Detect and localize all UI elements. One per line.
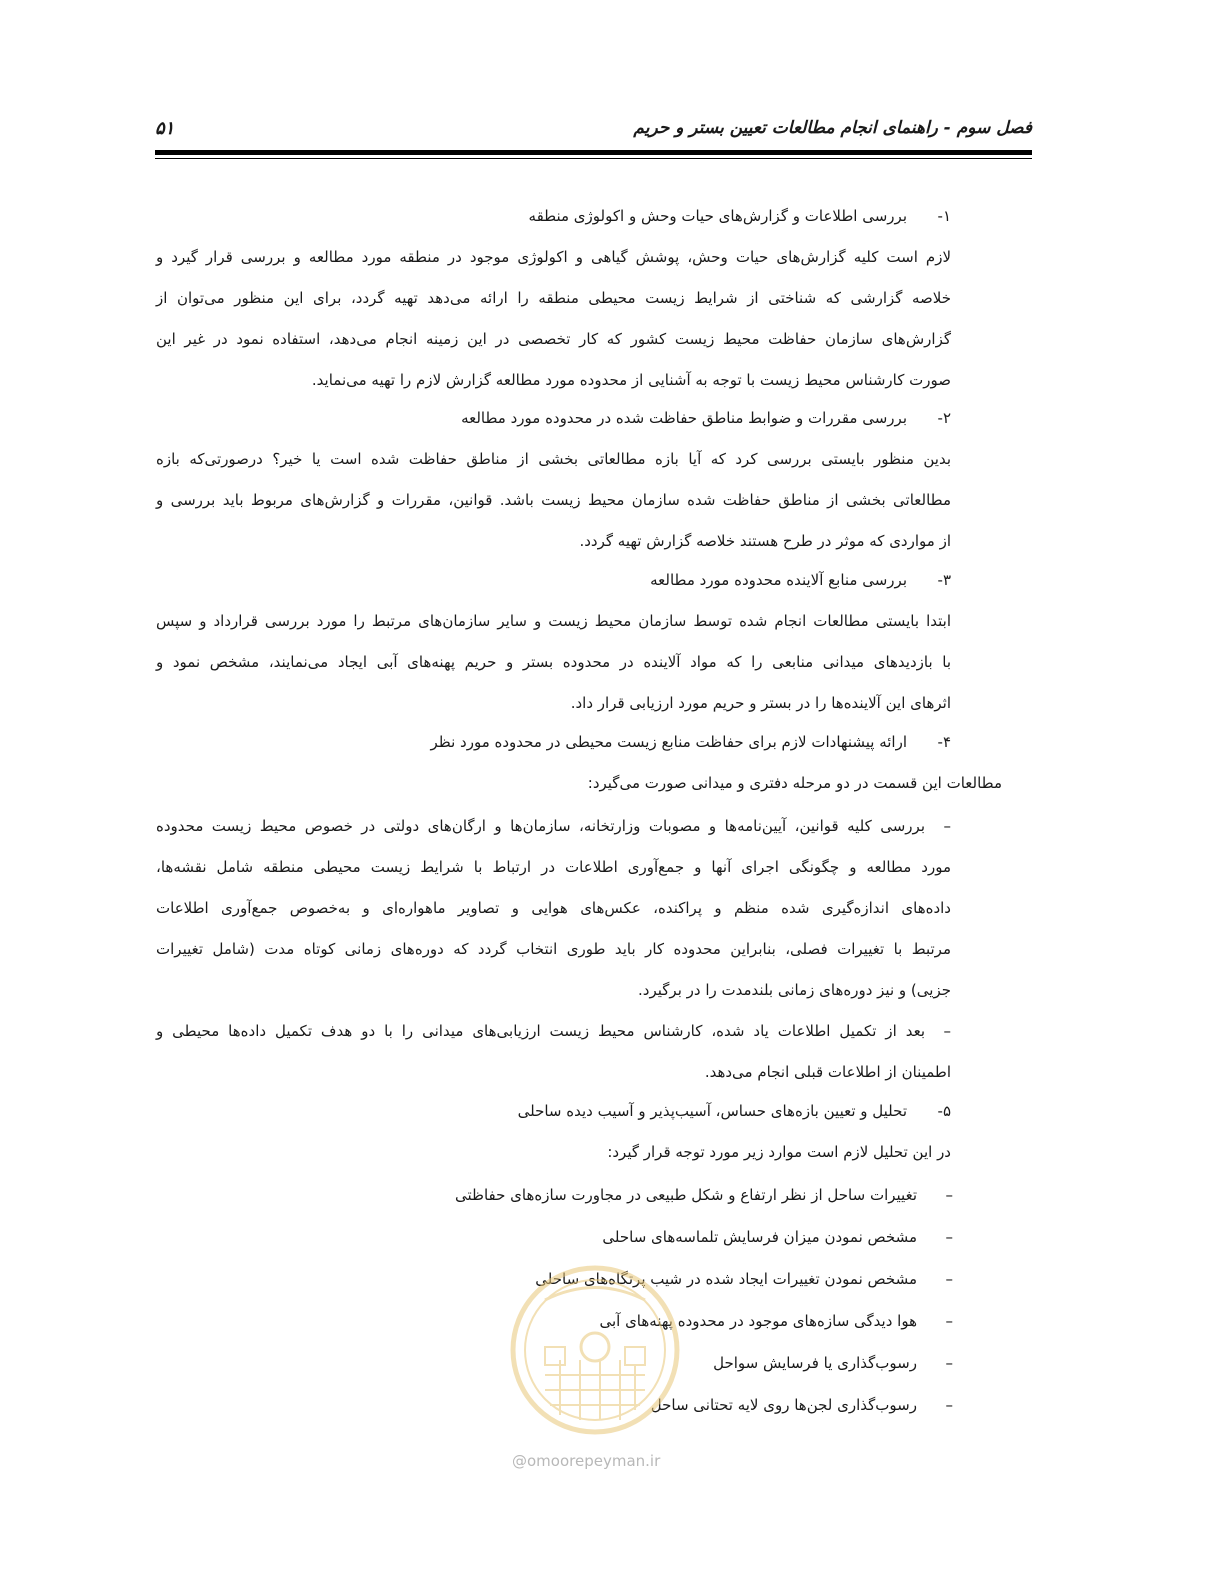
section-number: ۲- (937, 409, 951, 427)
paragraph-line: از مواردی که موثر در طرح هستند خلاصه گزارش تهیه گردد. (579, 532, 951, 550)
intro-line: مطالعات این قسمت در دو مرحله دفتری و میدانی صورت می‌گیرد: (587, 774, 1002, 792)
paragraph-line: ابتدا بایستی مطالعات انجام شده توسط سازمان محیط زیست و سایر سازمان‌های مرتبط را مورد بررسی قرارداد و سپس (156, 612, 951, 630)
paragraph-line: مورد مطالعه و چگونگی اجرای آنها و جمع‌آوری اطلاعات در ارتباط با شرایط زیست محیطی منطقه شامل نقشه‌ها، (156, 858, 951, 876)
list-item-text: رسوب‌گذاری لجن‌ها روی لایه تحتانی ساحل (650, 1396, 917, 1414)
section-title: بررسی مقررات و ضوابط مناطق حفاظت شده در محدوده مورد مطالعه (461, 409, 907, 427)
dash-marker: – (945, 1354, 953, 1372)
dash-marker: – (945, 1186, 953, 1204)
paragraph-line: با بازدیدهای میدانی منابعی را که مواد آلاینده در محدوده بستر و حریم پهنه‌های آبی ایجاد می‌نمایند، مشخص نمود و (156, 653, 951, 671)
list-item-text: مشخص نمودن میزان فرسایش تلماسه‌های ساحلی (602, 1228, 917, 1246)
section-4-heading (431, 732, 951, 752)
dash-marker: – (945, 1228, 953, 1246)
section-1-heading (529, 206, 951, 226)
paragraph-line: لازم است کلیه گزارش‌های حیات وحش، پوشش گیاهی و اکولوژی موجود در منطقه مورد مطالعه و بررسی قرار گیرد و (156, 248, 951, 266)
dash-marker: – (943, 817, 951, 835)
section-number: ۳- (937, 571, 951, 589)
paragraph-line: صورت کارشناس محیط زیست با توجه به آشنایی از محدوده مورد مطالعه گزارش لازم را تهیه می‌نماید. (311, 371, 951, 389)
section-5-heading (518, 1101, 951, 1121)
section-title: بررسی اطلاعات و گزارش‌های حیات وحش و اکولوژی منطقه (528, 207, 907, 225)
bullet-line (156, 816, 951, 836)
bullet-line (156, 1021, 951, 1041)
paragraph-line: بدین منظور بایستی بررسی کرد که آیا بازه مطالعاتی بخشی از مناطق حفاظت شده است یا خیر؟ درصورتی‌که بازه (156, 450, 951, 468)
dash-marker: – (943, 1022, 951, 1040)
section-title: بررسی منابع آلاینده محدوده مورد مطالعه (650, 571, 907, 589)
bullet-text: بررسی کلیه قوانین، آیین‌نامه‌ها و مصوبات وزارتخانه، سازمان‌ها و ارگان‌های دولتی در خصوص محیط زیست محدوده (156, 817, 925, 835)
bullet-text: بعد از تکمیل اطلاعات یاد شده، کارشناس محیط زیست ارزیابی‌های میدانی را با دو هدف تکمیل داده‌ها محیطی و (156, 1022, 925, 1040)
dash-marker: – (945, 1270, 953, 1288)
section-title: ارائه پیشنهادات لازم برای حفاظت منابع زیست محیطی در محدوده مورد نظر (430, 733, 907, 751)
list-item-text: تغییرات ساحل از نظر ارتفاع و شکل طبیعی در مجاورت سازه‌های حفاظتی (455, 1186, 917, 1204)
list-item-text: مشخص نمودن تغییرات ایجاد شده در شیب پرتگاه‌های ساحلی (535, 1270, 917, 1288)
paragraph-line: جزیی) و نیز دوره‌های زمانی بلندمدت را در برگیرد. (638, 981, 951, 999)
paragraph-line: داده‌های اندازه‌گیری شده منظم و پراکنده، عکس‌های هوایی و تصاویر ماهواره‌ای و به‌خصوص جمع‌آوری اطلاعات (156, 899, 951, 917)
list-item (602, 1227, 953, 1247)
list-item-text: رسوب‌گذاری یا فرسایش سواحل (713, 1354, 917, 1372)
section-5-intro: در این تحلیل لازم است موارد زیر مورد توجه قرار گیرد: (607, 1143, 951, 1161)
page-number: ۵۱ (155, 118, 175, 139)
paragraph-line: اثرهای این آلاینده‌ها را در بستر و حریم مورد ارزیابی قرار داد. (570, 694, 951, 712)
section-title: تحلیل و تعیین بازه‌های حساس، آسیب‌پذیر و آسیب دیده ساحلی (517, 1102, 907, 1120)
page-header (155, 118, 1032, 148)
watermark-url: @omoorepeyman.ir (512, 1452, 661, 1470)
list-item (651, 1395, 953, 1415)
chapter-title: فصل سوم - راهنمای انجام مطالعات تعیین بستر و حریم (633, 118, 1032, 138)
header-rule-thin (155, 158, 1032, 159)
paragraph-line: اطمینان از اطلاعات قبلی انجام می‌دهد. (704, 1063, 951, 1081)
section-3-heading (650, 570, 951, 590)
section-2-heading (461, 408, 951, 428)
dash-marker: – (945, 1396, 953, 1414)
watermark-seal-icon (505, 1255, 685, 1445)
paragraph-line: گزارش‌های سازمان حفاظت محیط زیست کشور که کار تخصصی در این زمینه انجام می‌دهد، استفاده نمود در غیر این (156, 330, 951, 348)
section-number: ۵- (937, 1102, 951, 1120)
paragraph-line: خلاصه گزارشی که شناختی از شرایط زیست محیطی منطقه را ارائه می‌دهد تهیه گردد، برای این منظور می‌توان از (156, 289, 951, 307)
list-item-text: هوا دیدگی سازه‌های موجود در محدوده پهنه‌های آبی (599, 1312, 917, 1330)
header-rule-thick (155, 150, 1032, 155)
section-number: ۱- (937, 207, 951, 225)
list-item (455, 1185, 953, 1205)
section-number: ۴- (937, 733, 951, 751)
paragraph-line: مرتبط با تغییرات فصلی، بنابراین محدوده کار باید طوری انتخاب گردد که دوره‌های زمانی کوتاه مدت (شامل تغییرات (156, 940, 951, 958)
paragraph-line: مطالعاتی بخشی از مناطق حفاظت شده سازمان محیط زیست باشد. قوانین، مقررات و گزارش‌های مربوط باید بررسی و (156, 491, 951, 509)
dash-marker: – (945, 1312, 953, 1330)
list-item (713, 1353, 953, 1373)
